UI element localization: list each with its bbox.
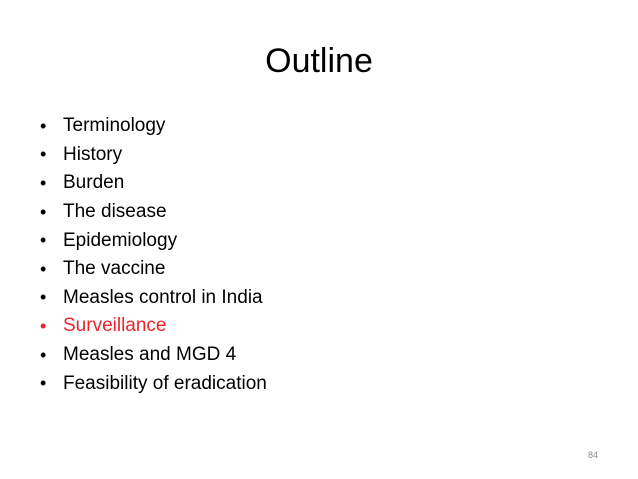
outline-item-measles-mgd [40, 341, 267, 370]
bullet-icon: • [40, 115, 47, 136]
bullet-icon: • [40, 172, 47, 193]
outline-item-burden [40, 169, 267, 198]
bullet-icon: • [40, 373, 47, 394]
outline-item-feasibility [40, 369, 267, 398]
bullet-icon: • [40, 315, 47, 336]
outline-item-label: The disease [63, 201, 167, 223]
outline-item-epidemiology [40, 226, 267, 255]
outline-item-measles-control [40, 284, 267, 313]
outline-item-the-vaccine [40, 255, 267, 284]
bullet-icon: • [40, 144, 47, 165]
page-number: 84 [587, 450, 598, 460]
outline-item-label: Terminology [63, 115, 166, 137]
outline-item-label: Feasibility of eradication [63, 372, 267, 394]
bullet-icon: • [40, 287, 47, 308]
outline-item-label: Burden [63, 172, 125, 194]
slide-title: Outline [265, 42, 373, 80]
outline-item-the-disease [40, 198, 267, 227]
outline-list [40, 112, 267, 398]
bullet-icon: • [40, 230, 47, 251]
outline-item-label: Surveillance [63, 315, 167, 337]
outline-item-label: History [63, 143, 123, 165]
outline-item-label: Epidemiology [63, 229, 178, 251]
bullet-icon: • [40, 201, 47, 222]
outline-item-label: The vaccine [63, 258, 166, 280]
bullet-icon: • [40, 258, 47, 279]
outline-item-label: Measles control in India [63, 286, 263, 308]
outline-item-terminology [40, 112, 267, 141]
outline-item-surveillance [40, 312, 267, 341]
outline-item-label: Measles and MGD 4 [63, 344, 237, 366]
bullet-icon: • [40, 344, 47, 365]
outline-item-history [40, 141, 267, 170]
